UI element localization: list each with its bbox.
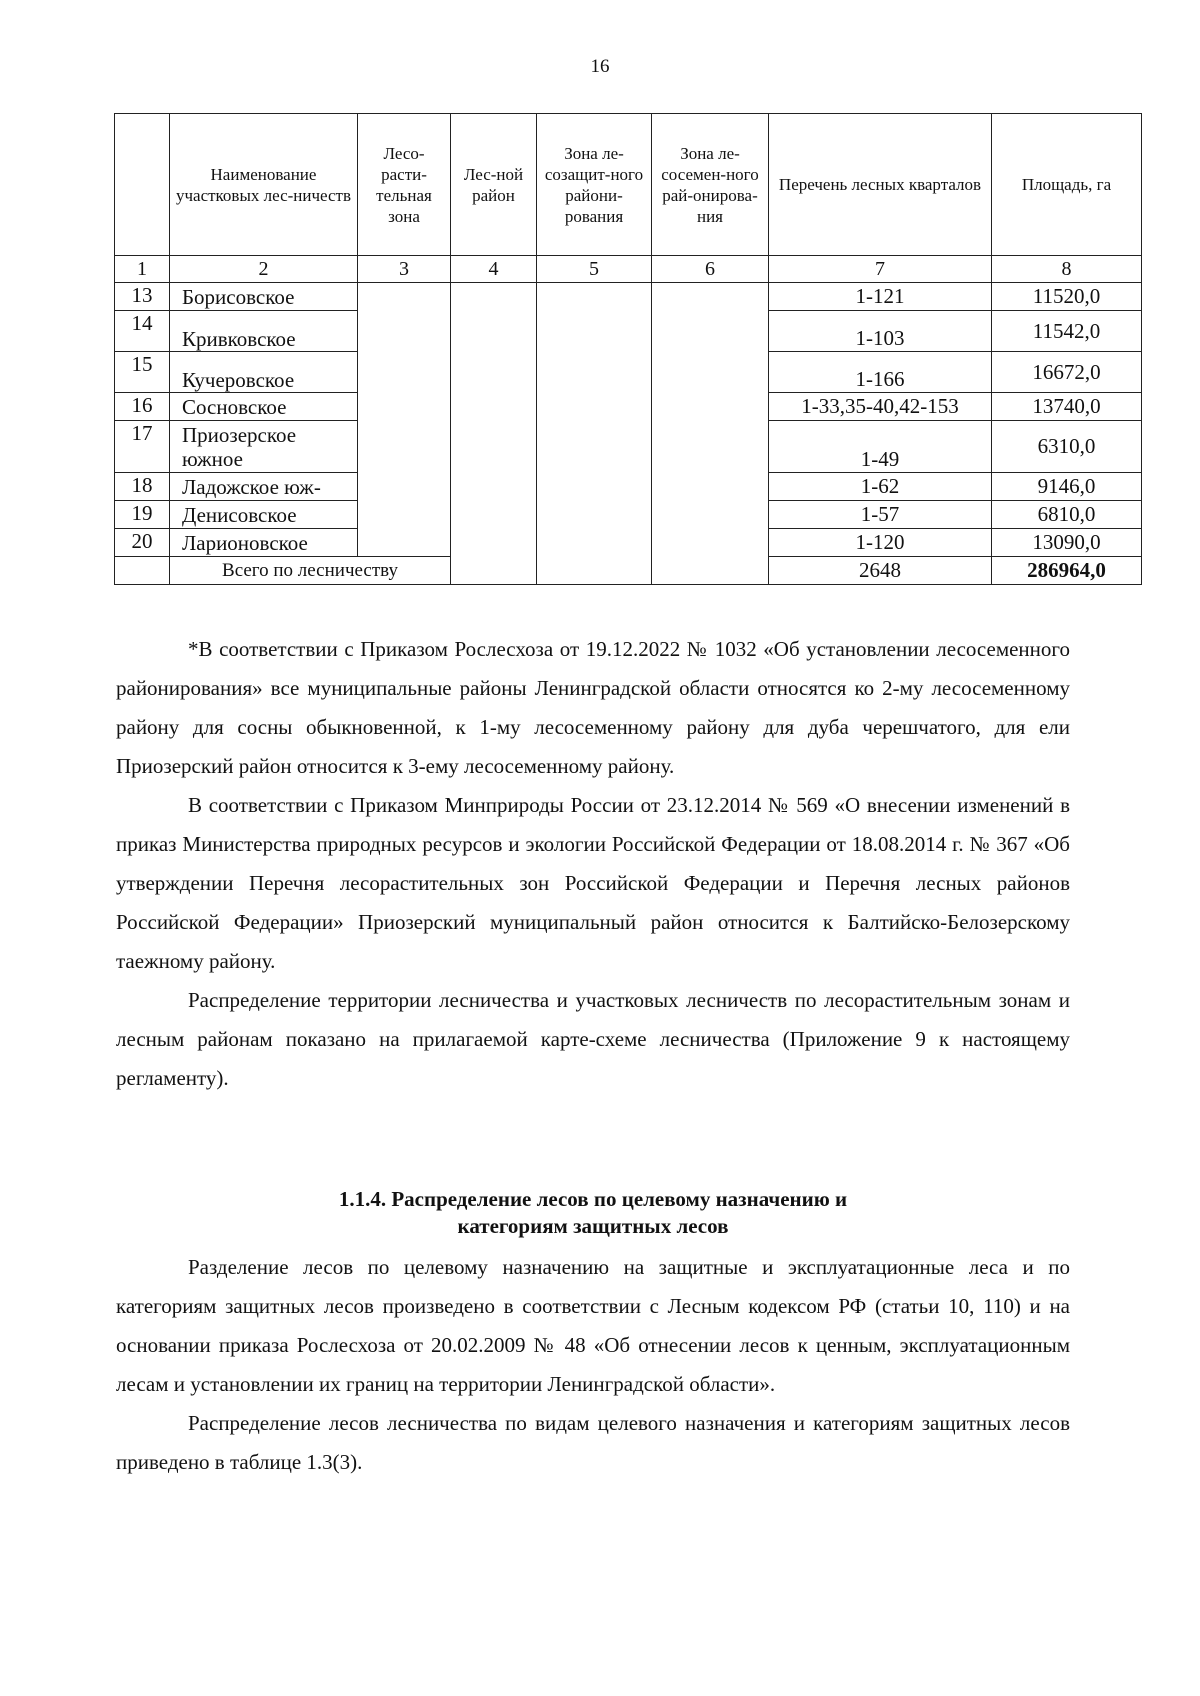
row-number: 17 [115, 421, 170, 473]
quarters-list: 1-62 [769, 473, 992, 501]
row-number: 18 [115, 473, 170, 501]
district-name: Кривковское [170, 311, 358, 352]
header-cell: Перечень лесных кварталов [769, 114, 992, 256]
column-number: 3 [358, 256, 451, 283]
header-cell: Лесо-расти-тельная зона [358, 114, 451, 256]
paragraph: Распределение территории лесничества и участковых лесничеств по лесорастительным зонам и лесным районам показано на прилагаемой карте-схеме лесничества (Приложение 9 к настоящему регламенту). [116, 988, 1070, 1090]
header-cell: Лес-ной район [451, 114, 537, 256]
body-text-block-1 [116, 630, 1070, 1098]
paragraph: Разделение лесов по целевому назначению на защитные и эксплуатационные леса и по категориям защитных лесов произведено в соответствии с Лесным кодексом РФ (статьи 10, 110) и на основании приказа Рослесхоза от 20.02.2009 № 48 «Об отнесении лесов к ценным, эксплуатационным лесам и установлении их границ на территории Ленинградской области». [116, 1255, 1070, 1396]
column-number: 7 [769, 256, 992, 283]
total-area: 286964,0 [992, 557, 1142, 585]
district-name: Ларионовское [170, 529, 358, 557]
quarters-list: 1-103 [769, 311, 992, 352]
quarters-list: 1-57 [769, 501, 992, 529]
table-row [115, 283, 1142, 311]
district-name: Борисовское [170, 283, 358, 311]
header-cell: Зона ле-созащит-ного райони-рования [537, 114, 652, 256]
district-name: Ладожское юж- [170, 473, 358, 501]
area-value: 9146,0 [992, 473, 1142, 501]
section-title-line: категориям защитных лесов [457, 1214, 729, 1238]
column-number: 5 [537, 256, 652, 283]
empty-merged-cell [652, 283, 769, 585]
header-cell: Площадь, га [992, 114, 1142, 256]
total-label: Всего по лесничеству [170, 557, 451, 585]
area-value: 16672,0 [992, 352, 1142, 393]
quarters-list: 1-49 [769, 421, 992, 473]
column-number: 2 [170, 256, 358, 283]
area-value: 6810,0 [992, 501, 1142, 529]
body-text-block-2 [116, 1248, 1070, 1482]
empty-merged-cell [537, 283, 652, 585]
quarters-list: 1-33,35-40,42-153 [769, 393, 992, 421]
forest-districts-table [114, 113, 1142, 585]
column-number: 8 [992, 256, 1142, 283]
page-number: 16 [590, 56, 610, 77]
row-number: 13 [115, 283, 170, 311]
area-value: 13090,0 [992, 529, 1142, 557]
empty-merged-cell [358, 283, 451, 557]
paragraph: Распределение лесов лесничества по видам целевого назначения и категориям защитных лесов приведено в таблице 1.3(3). [116, 1411, 1070, 1474]
quarters-list: 1-120 [769, 529, 992, 557]
row-number: 15 [115, 352, 170, 393]
column-number: 1 [115, 256, 170, 283]
empty-cell [115, 557, 170, 585]
row-number: 16 [115, 393, 170, 421]
district-name: Денисовское [170, 501, 358, 529]
column-number-row [115, 256, 1142, 283]
section-heading [116, 1186, 1070, 1240]
district-name: Приозерское южное [170, 421, 358, 473]
area-value: 13740,0 [992, 393, 1142, 421]
empty-merged-cell [451, 283, 537, 585]
area-value: 11542,0 [992, 311, 1142, 352]
column-number: 6 [652, 256, 769, 283]
paragraph: В соответствии с Приказом Минприроды России от 23.12.2014 № 569 «О внесении изменений в приказ Министерства природных ресурсов и экологии Российской Федерации от 18.08.2014 г. № 367 «Об утверждении Перечня лесорастительных зон Российской Федерации и Перечня лесных районов Российской Федерации» Приозерский муниципальный район относится к Балтийско-Белозерскому таежному району. [116, 793, 1070, 973]
column-number: 4 [451, 256, 537, 283]
area-value: 11520,0 [992, 283, 1142, 311]
district-name: Сосновское [170, 393, 358, 421]
paragraph: *В соответствии с Приказом Рослесхоза от 19.12.2022 № 1032 «Об установлении лесосеменного районирования» все муниципальные районы Ленинградской области относятся ко 2-му лесосеменному району для сосны обыкновенной, к 1-му лесосеменному району для дуба черешчатого, для ели Приозерский район относится к 3-ему лесосеменному району. [116, 637, 1070, 778]
area-value: 6310,0 [992, 421, 1142, 473]
table-header-row [115, 114, 1142, 256]
district-name: Кучеровское [170, 352, 358, 393]
row-number: 14 [115, 311, 170, 352]
section-title-line: 1.1.4. Распределение лесов по целевому назначению и [338, 1187, 848, 1211]
quarters-list: 1-121 [769, 283, 992, 311]
row-number: 19 [115, 501, 170, 529]
total-quarters: 2648 [769, 557, 992, 585]
header-cell [115, 114, 170, 256]
quarters-list: 1-166 [769, 352, 992, 393]
header-cell: Зона ле-сосемен-ного рай-онирова-ния [652, 114, 769, 256]
row-number: 20 [115, 529, 170, 557]
header-cell: Наименование участковых лес-ничеств [170, 114, 358, 256]
